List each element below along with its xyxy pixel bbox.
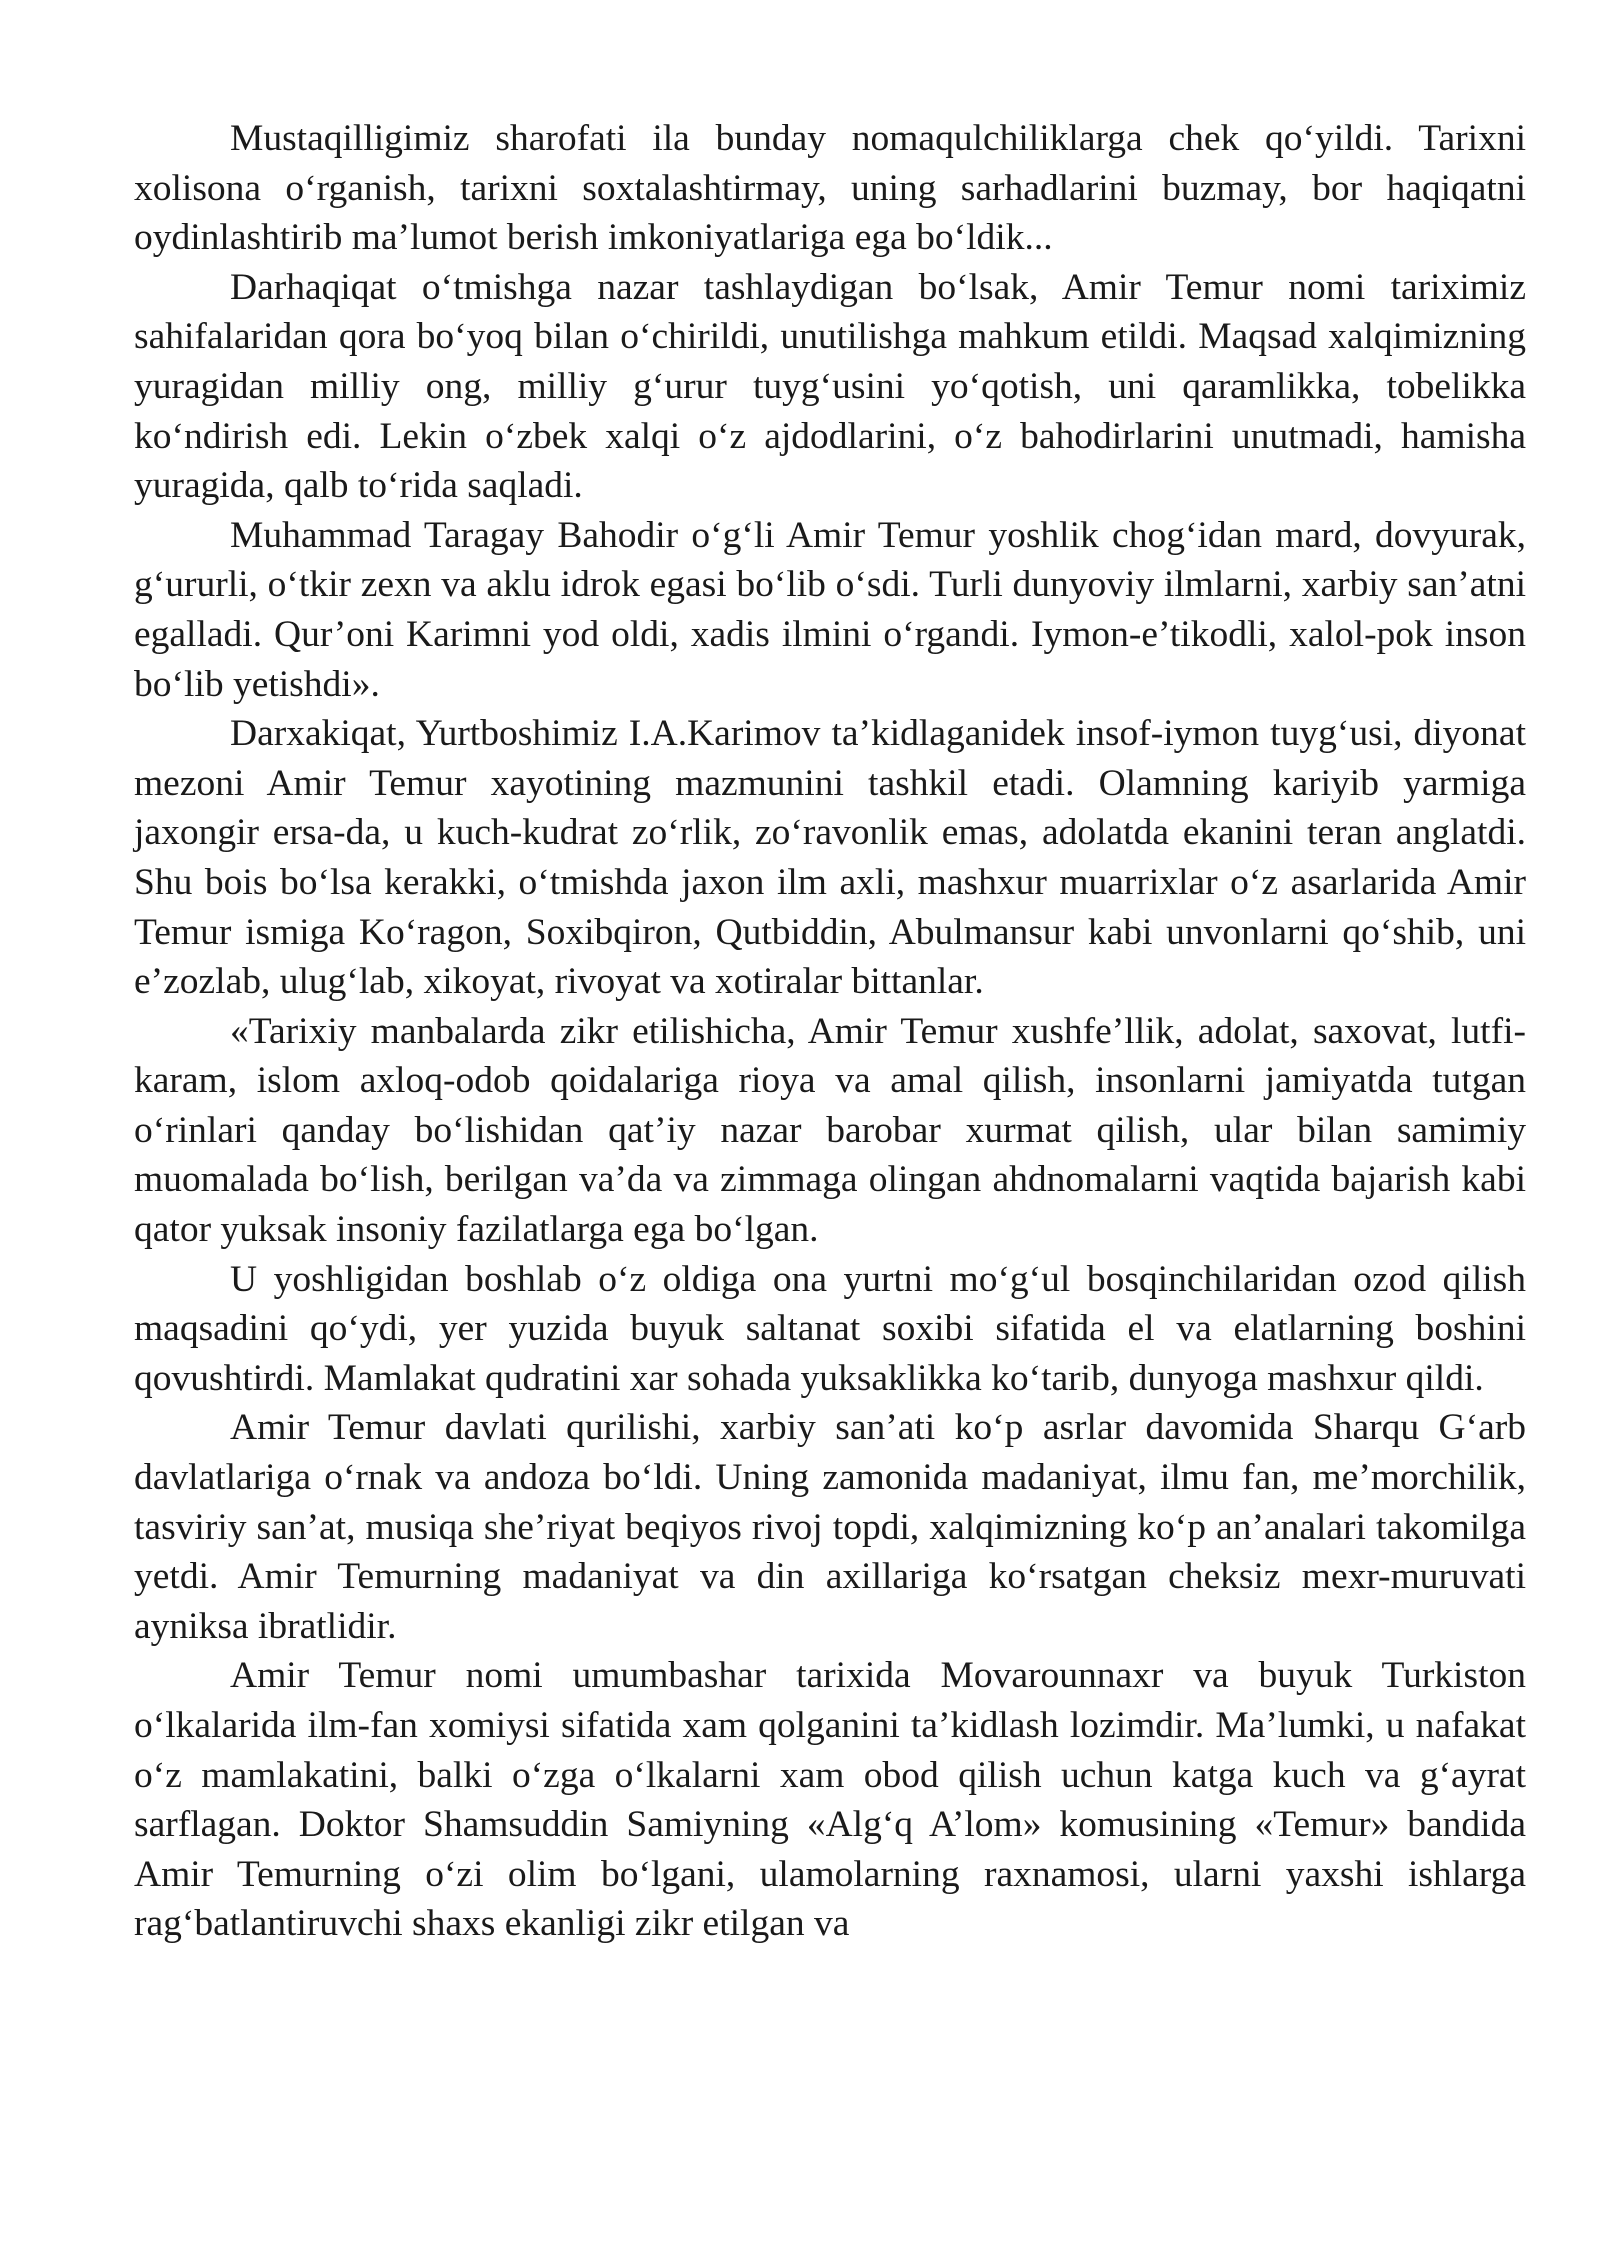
paragraph: Muhammad Taragay Bahodir o‘g‘li Amir Temur yoshlik chog‘idan mard, dovyurak, g‘ururli, o‘tkir zexn va aklu idrok egasi bo‘lib o‘sdi. Turli dunyoviy ilmlarni, xarbiy san’atni egalladi. Qur’oni Karimni yod oldi, xadis ilmini o‘rgandi. Iymon-e’tikodli, xalol-pok inson bo‘lib yetishdi». — [134, 514, 1526, 705]
paragraph: Darxakiqat, Yurtboshimiz I.A.Karimov ta’kidlaganidek insof-iymon tuyg‘usi, diyonat mezoni Amir Temur xayotining mazmunini tashkil etadi. Olamning kariyib yarmiga jaxongir ersa-da, u kuch-kudrat zo‘rlik, zo‘ravonlik emas, adolatda ekanini teran anglatdi. Shu bois bo‘lsa kerakki, o‘tmishda jaxon ilm axli, mashxur muarrixlar o‘z asarlarida Amir Temur ismiga Ko‘ragon, Soxibqiron, Qutbiddin, Abulmansur kabi unvonlarni qo‘shib, uni e’zozlab, ulug‘lab, xikoyat, rivoyat va xotiralar bittanlar. — [134, 713, 1526, 1003]
paragraph: Mustaqilligimiz sharofati ila bunday nomaqulchiliklarga chek qo‘yildi. Tarixni xolisona o‘rganish, tarixni soxtalashtirmay, uning sarhadlarini buzmay, bor haqiqatni oydinlashtirib ma’lumot berish imkoniyatlariga ega bo‘ldik... — [134, 118, 1526, 259]
paragraph: Amir Temur davlati qurilishi, xarbiy san’ati ko‘p asrlar davomida Sharqu G‘arb davlatlariga o‘rnak va andoza bo‘ldi. Uning zamonida madaniyat, ilmu fan, me’morchilik, tasviriy san’at, musiqa she’riyat beqiyos rivoj topdi, xalqimizning ko‘p an’analari takomilga yetdi. Amir Temurning madaniyat va din axillariga ko‘rsatgan cheksiz mexr-muruvati ayniksa ibratlidir. — [134, 1407, 1526, 1647]
paragraph: Amir Temur nomi umumbashar tarixida Movarounnaxr va buyuk Turkiston o‘lkalarida ilm-fan xomiysi sifatida xam qolganini ta’kidlash lozimdir. Ma’lumki, u nafakat o‘z mamlakatini, balki o‘zga o‘lkalarni xam obod qilish uchun katga kuch va g‘ayrat sarflagan. Doktor Shamsuddin Samiyning «Alg‘q A’lom» komusining «Temur» bandida Amir Temurning o‘zi olim bo‘lgani, ulamolarning raxnamosi, ularni yaxshi ishlarga rag‘batlantiruvchi shaxs ekanligi zikr etilgan va — [134, 1655, 1526, 1945]
paragraph: U yoshligidan boshlab o‘z oldiga ona yurtni mo‘g‘ul bosqinchilaridan ozod qilish maqsadini qo‘ydi, yer yuzida buyuk saltanat soxibi sifatida el va elatlarning boshini qovushtirdi. Mamlakat qudratini xar sohada yuksaklikka ko‘tarib, dunyoga mashxur qildi. — [134, 1258, 1526, 1399]
paragraph: Darhaqiqat o‘tmishga nazar tashlaydigan bo‘lsak, Amir Temur nomi tariximiz sahifalaridan qora bo‘yoq bilan o‘chirildi, unutilishga mahkum etildi. Maqsad xalqimizning yuragidan milliy ong, milliy g‘urur tuyg‘usini yo‘qotish, uni qaramlikka, tobelikka ko‘ndirish edi. Lekin o‘zbek xalqi o‘z ajdodlarini, o‘z bahodirlarini unutmadi, hamisha yuragida, qalb to‘rida saqladi. — [134, 266, 1526, 507]
paragraph: «Tarixiy manbalarda zikr etilishicha, Amir Temur xushfe’llik, adolat, saxovat, lutfi-karam, islom axloq-odob qoidalariga rioya va amal qilish, insonlarni jamiyatda tutgan o‘rinlari qanday bo‘lishidan qat’iy nazar barobar xurmat qilish, ular bilan samimiy muomalada bo‘lish, berilgan va’da va zimmaga olingan ahdnomalarni vaqtida bajarish kabi qator yuksak insoniy fazilatlarga ega bo‘lgan. — [134, 1010, 1526, 1251]
body-text — [134, 114, 1526, 1949]
